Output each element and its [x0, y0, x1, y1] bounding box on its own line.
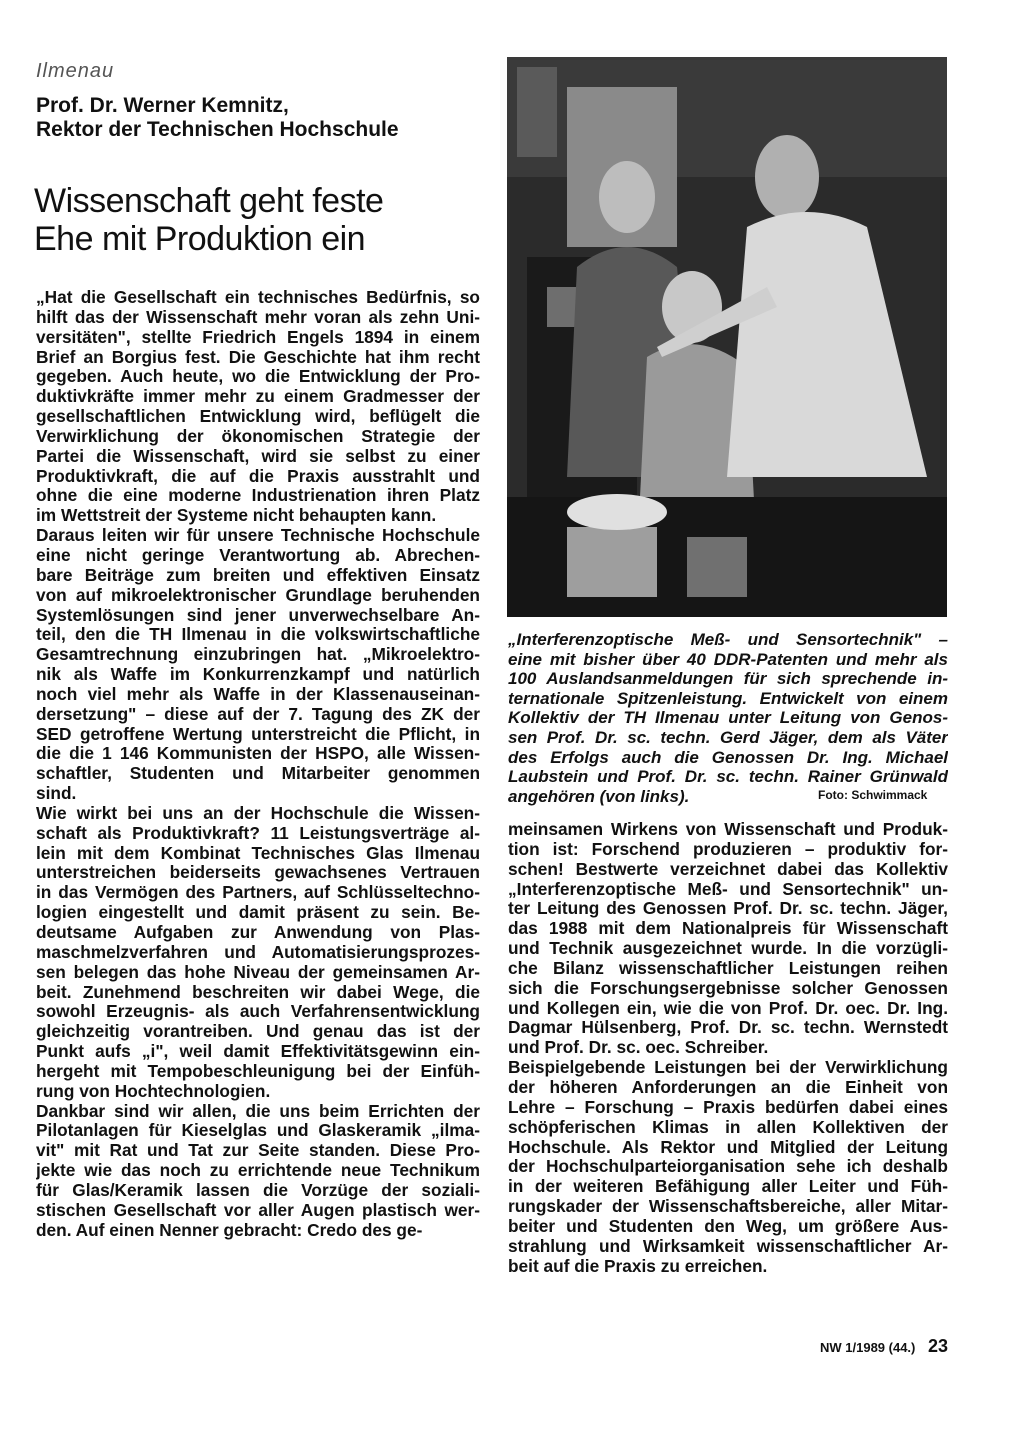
headline-line-1: Wissenschaft geht feste — [34, 182, 384, 220]
body-text-line: in der weiteren Befähigung aller Leiter und Füh- — [508, 1177, 948, 1197]
body-text-line: Gesamtrechnung einzubringen hat. „Mikroelektro- — [36, 645, 480, 665]
body-text-line: sowohl Erzeugnis- als auch Verfahrensentwicklung — [36, 1002, 480, 1022]
body-text-line: der höheren Anforderungen an die Einheit von — [508, 1077, 948, 1097]
body-text-line: gegeben. Auch heute, wo die Entwicklung der Pro- — [36, 367, 480, 387]
caption-line: sen Prof. Dr. sc. techn. Gerd Jäger, dem als Väter — [508, 727, 948, 747]
body-text-line: maschmelzverfahren und Automatisierungsprozes- — [36, 942, 480, 962]
body-text-line: den. Auf einen Nenner gebracht: Credo des ge- — [36, 1220, 423, 1240]
body-text-line: beiter und Studenten den Weg, um größere Aus- — [508, 1216, 948, 1236]
body-text-line: schöpferischen Klimas in allen Kollektiven der — [508, 1117, 948, 1137]
body-text-line: Wie wirkt bei uns an der Hochschule die Wissen- — [36, 803, 480, 823]
body-text-line: Lehre – Forschung – Praxis bedürfen dabei eines — [508, 1097, 948, 1117]
body-text-line: SED getroffene Wertung unterstreicht die Pflicht, in — [36, 724, 480, 744]
body-text-line: versitäten", stellte Friedrich Engels 1894 in einem — [36, 327, 480, 347]
body-text-line: das 1988 mit dem Nationalpreis für Wissenschaft — [508, 919, 948, 939]
body-text-line: rung von Hochtechnologien. — [36, 1081, 271, 1101]
body-text-line: und Kollegen ein, wie die von Prof. Dr. oec. Dr. Ing. — [508, 998, 948, 1018]
body-text-line: Beispielgebende Leistungen bei der Verwirklichung — [508, 1058, 948, 1078]
body-text-line: ter Leitung des Genossen Prof. Dr. sc. techn. Jäger, — [508, 899, 948, 919]
body-text-line: sind. — [36, 784, 77, 804]
body-text-line: ohne die eine moderne Industrienation ihren Platz — [36, 486, 480, 506]
body-text-line: gesellschaftlichen Entwicklung wird, beflügelt die — [36, 407, 480, 427]
body-text-line: Pilotanlagen für Kieselglas und Glaskeramik „ilma- — [36, 1121, 480, 1141]
body-text-line: „Hat die Gesellschaft ein technisches Bedürfnis, so — [36, 288, 480, 307]
body-column-right — [508, 820, 948, 1276]
body-text-line: che Bilanz wissenschaftlicher Leistungen reihen — [508, 958, 948, 978]
body-text-line: Brief an Borgius fest. Die Geschichte hat ihm recht — [36, 347, 480, 367]
body-text-line: teil, den die TH Ilmenau in die volkswirtschaftliche — [36, 625, 480, 645]
body-text-line: hergeht mit Tempobeschleunigung bei der Einfüh- — [36, 1061, 480, 1081]
body-text-line: meinsamen Wirkens von Wissenschaft und Produk- — [508, 820, 948, 839]
body-text-line: dersetzung" – diese auf der 7. Tagung des ZK der — [36, 704, 480, 724]
caption-line: ternationale Spitzenleistung. Entwickelt von einem — [508, 688, 948, 708]
body-text-line: schen! Bestwerte verzeichnet dabei das Kollektiv — [508, 859, 948, 879]
author-title: Rektor der Technischen Hochschule — [36, 118, 399, 141]
body-text-line: duktivkräfte immer mehr zu einem Gradmesser der — [36, 387, 480, 407]
body-text-line: der Hochschulparteiorganisation sehe ich deshalb — [508, 1157, 948, 1177]
body-text-line: schaft als Produktivkraft? 11 Leistungsverträge al- — [36, 823, 480, 843]
body-text-line: schaftler, Studenten und Mitarbeiter genommen — [36, 764, 480, 784]
body-text-line: bare Beiträge zum breiten und effektiven Einsatz — [36, 565, 480, 585]
body-text-line: und Technik ausgezeichnet wurde. In die vorzügli- — [508, 939, 948, 959]
location-kicker: Ilmenau — [36, 60, 115, 82]
body-text-line: rungskader der Wissenschaftsbereiche, aller Mitar- — [508, 1197, 948, 1217]
caption-line: eine mit bisher über 40 DDR-Patenten und mehr als — [508, 649, 948, 669]
author-block — [36, 94, 476, 142]
page-number: 23 — [928, 1336, 949, 1356]
issue-reference: NW 1/1989 (44.) — [820, 1340, 916, 1355]
body-text-line: die die 1 146 Kommunisten der HSPO, alle Wissen- — [36, 744, 480, 764]
body-text-line: Partei die Wissenschaft, wird sie selbst zu einer — [36, 446, 480, 466]
photo-credit: Foto: Schwimmack — [818, 788, 928, 802]
body-column-left — [36, 288, 480, 1241]
body-text-line: eine nicht geringe Verantwortung ab. Abrechen- — [36, 545, 480, 565]
photo-caption — [508, 630, 948, 806]
body-text-line: Daraus leiten wir für unsere Technische Hochschule — [36, 526, 480, 546]
body-text-line: deutsame Aufgaben zur Anwendung von Plas- — [36, 923, 480, 942]
body-text-line: Punkt aufs „i", weil damit Effektivitätsgewinn ein- — [36, 1042, 480, 1062]
article-photo — [507, 57, 947, 617]
body-text-line: Hochschule. Als Rektor und Mitglied der Leitung — [508, 1137, 948, 1157]
body-text-line: lein mit dem Kombinat Technisches Glas Ilmenau — [36, 843, 480, 863]
caption-line: Kollektiv der TH Ilmenau unter Leitung von Genos- — [508, 708, 948, 728]
headline-line-2: Ehe mit Produktion ein — [34, 220, 366, 258]
body-text-line: für Glas/Keramik lassen die Vorzüge der soziali- — [36, 1180, 480, 1200]
body-text-line: Systemlösungen sind jener unverwechselbare An- — [36, 605, 480, 625]
body-text-line: jekte wie das noch zu errichtende neue Technikum — [36, 1161, 480, 1181]
photo-illustration — [507, 57, 947, 617]
caption-line: 100 Auslandsanmeldungen für sich sprechende in- — [508, 669, 948, 689]
body-text-line: und Prof. Dr. sc. oec. Schreiber. — [508, 1038, 769, 1058]
body-text-line: „Interferenzoptische Meß- und Sensortechnik" un- — [508, 879, 948, 899]
body-text-line: strahlung und Wirksamkeit wissenschaftlicher Ar- — [508, 1236, 948, 1256]
author-name: Prof. Dr. Werner Kemnitz, — [36, 94, 289, 117]
body-text-line: beit. Zunehmend beschreiten wir dabei Wege, die — [36, 982, 480, 1002]
body-text-line: Dankbar sind wir allen, die uns beim Errichten der — [36, 1101, 480, 1121]
body-text-line: vit" mit Rat und Tat zur Seite standen. Diese Pro- — [36, 1141, 480, 1161]
body-text-line: Verwirklichung der ökonomischen Strategie der — [36, 426, 480, 446]
body-text-line: noch viel mehr als Waffe in der Klassenauseinan- — [36, 684, 480, 704]
body-text-line: stischen Gesellschaft vor aller Augen plastisch wer- — [36, 1200, 480, 1220]
body-text-line: sen belegen das hohe Niveau der gemeinsamen Ar- — [36, 962, 480, 982]
body-text-line: beit auf die Praxis zu erreichen. — [508, 1256, 768, 1276]
body-text-line: von auf mikroelektronischer Grundlage beruhenden — [36, 585, 480, 605]
caption-line: des Erfolgs auch die Genossen Dr. Ing. Michael — [508, 747, 948, 767]
body-text-line: Dagmar Hülsenberg, Prof. Dr. sc. techn. Wernstedt — [508, 1018, 948, 1038]
caption-line: „Interferenzoptische Meß- und Sensortechnik" – — [508, 630, 948, 649]
article-headline — [34, 182, 494, 258]
body-text-line: gleichzeitig vorantreiben. Und genau das ist der — [36, 1022, 480, 1042]
body-text-line: nik als Waffe im Konkurrenzkampf und natürlich — [36, 665, 480, 685]
body-text-line: hilft das der Wissenschaft mehr voran als zehn Uni- — [36, 307, 480, 327]
body-text-line: Produktivkraft, die auf die Praxis ausstrahlt und — [36, 466, 480, 486]
body-text-line: unterstreichen beiderseits gewachsenes Vertrauen — [36, 863, 480, 883]
caption-line: Laubstein und Prof. Dr. sc. techn. Rainer Grünwald — [508, 767, 948, 787]
body-text-line: sich die Forschungsergebnisse solcher Genossen — [508, 978, 948, 998]
caption-line: angehören (von links). — [508, 786, 690, 806]
body-text-line: in das Vermögen des Partners, auf Schlüsseltechno- — [36, 883, 480, 903]
body-text-line: logien eingestellt und damit präsent zu sein. Be- — [36, 903, 480, 923]
body-text-line: im Wettstreit der Systeme nicht behaupten kann. — [36, 506, 437, 526]
body-text-line: tion ist: Forschend produzieren – produktiv for- — [508, 839, 948, 859]
